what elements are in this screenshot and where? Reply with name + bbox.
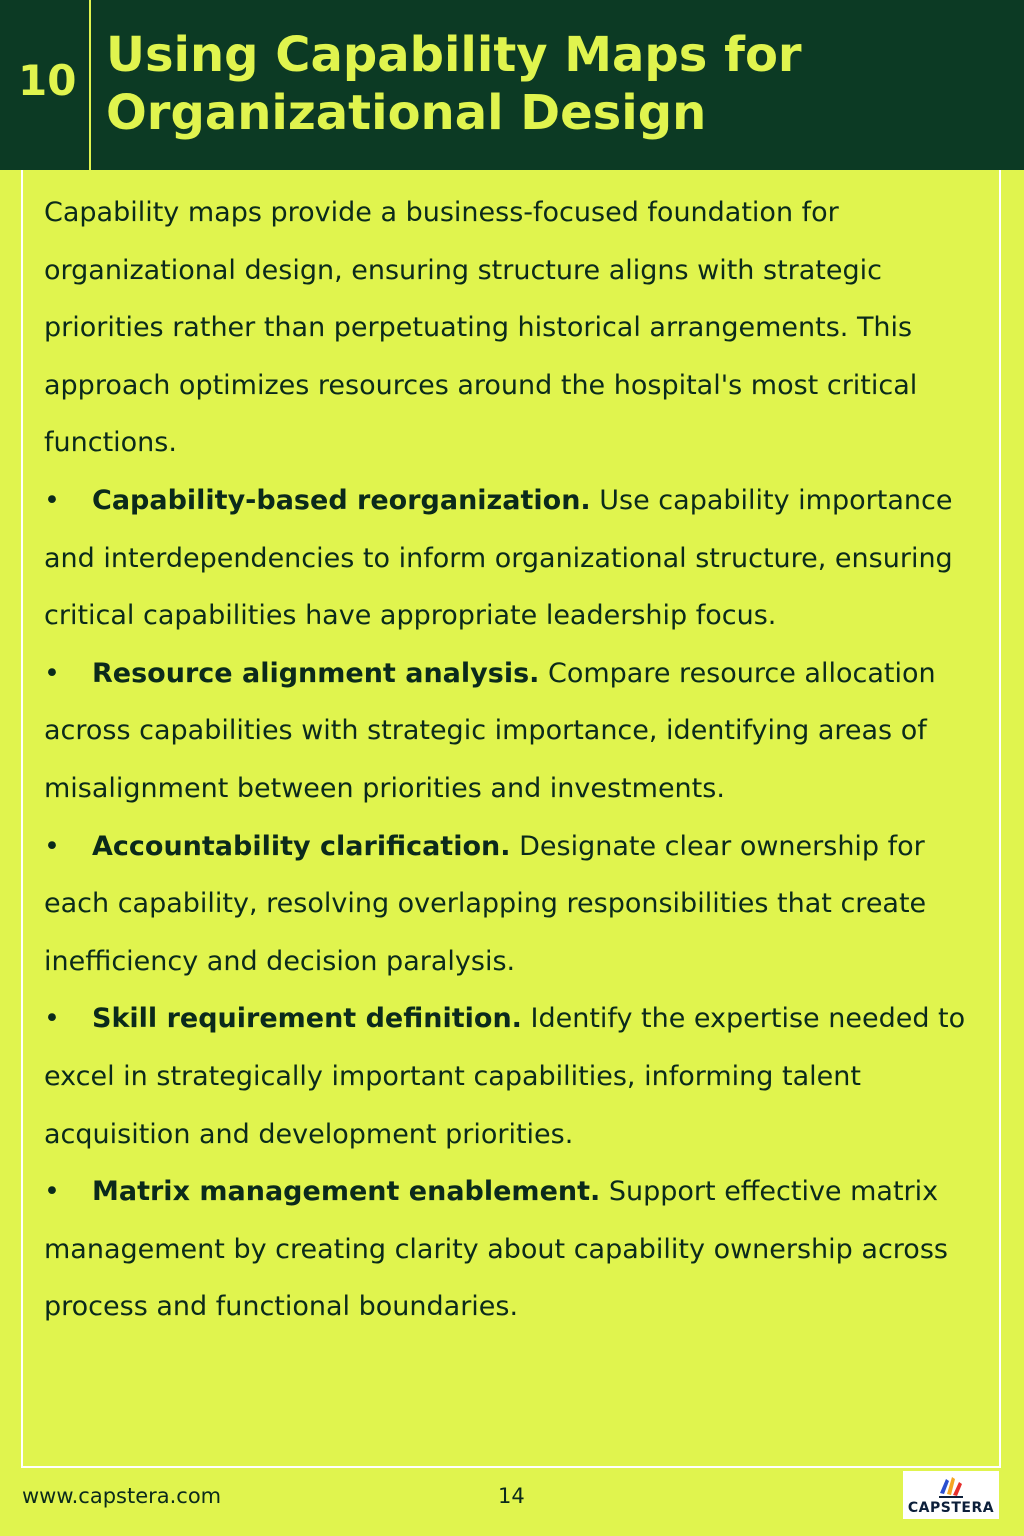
footer-url[interactable]: www.capstera.com	[22, 1484, 222, 1508]
intro-paragraph: Capability maps provide a business-focused foundation for organizational design, ensuring structure aligns with strategic priorities rather than perpetuating historical arrangements. This approach optimizes resources around the hospital's most critical functions.	[44, 197, 918, 459]
capstera-logo-icon	[937, 1473, 965, 1499]
bullet-icon: •	[44, 1003, 60, 1035]
bullet-item-accountability	[44, 818, 984, 991]
content-body	[44, 184, 984, 1336]
header-divider	[89, 0, 91, 170]
bullet-icon: •	[44, 830, 60, 862]
bullet-icon: •	[44, 484, 60, 516]
bullet-text: Support effective matrix management by creating clarity about capability ownership across process and functional boundaries.	[44, 1176, 948, 1323]
bullet-item-matrix-management	[44, 1163, 984, 1336]
page-title-line-1: Using Capability Maps for	[106, 27, 802, 83]
bullet-heading: Matrix management enablement.	[92, 1176, 601, 1208]
bullet-heading: Capability-based reorganization.	[92, 484, 591, 516]
bullet-icon: •	[44, 1176, 60, 1208]
bullet-item-reorganization	[44, 472, 984, 645]
bullet-text: Identify the expertise needed to excel in strategically important capabilities, informing talent acquisition and development priorities.	[44, 1003, 966, 1150]
bullet-item-resource-alignment	[44, 645, 984, 818]
bullet-text: Compare resource allocation across capabilities with strategic importance, identifying areas of misalignment between priorities and investments.	[44, 657, 936, 804]
bullet-item-skill-requirement	[44, 990, 984, 1163]
capstera-logo	[903, 1471, 999, 1519]
bullet-icon: •	[44, 657, 60, 689]
bullet-text: Designate clear ownership for each capability, resolving overlapping responsibilities that create inefficiency and decision paralysis.	[44, 830, 927, 977]
logo-wordmark: CAPSTERA	[907, 1500, 995, 1516]
page-title	[106, 26, 1006, 142]
section-number: 10	[18, 56, 77, 105]
bullet-text: Use capability importance and interdependencies to inform organizational structure, ensuring critical capabilities have appropriate leadership focus.	[44, 484, 953, 632]
bullet-heading: Accountability clarification.	[92, 830, 511, 862]
page-number: 14	[498, 1484, 525, 1508]
bullet-heading: Resource alignment analysis.	[92, 657, 540, 689]
bullet-heading: Skill requirement definition.	[92, 1003, 522, 1035]
page-header	[0, 0, 1024, 170]
page-title-line-2: Organizational Design	[106, 85, 707, 141]
